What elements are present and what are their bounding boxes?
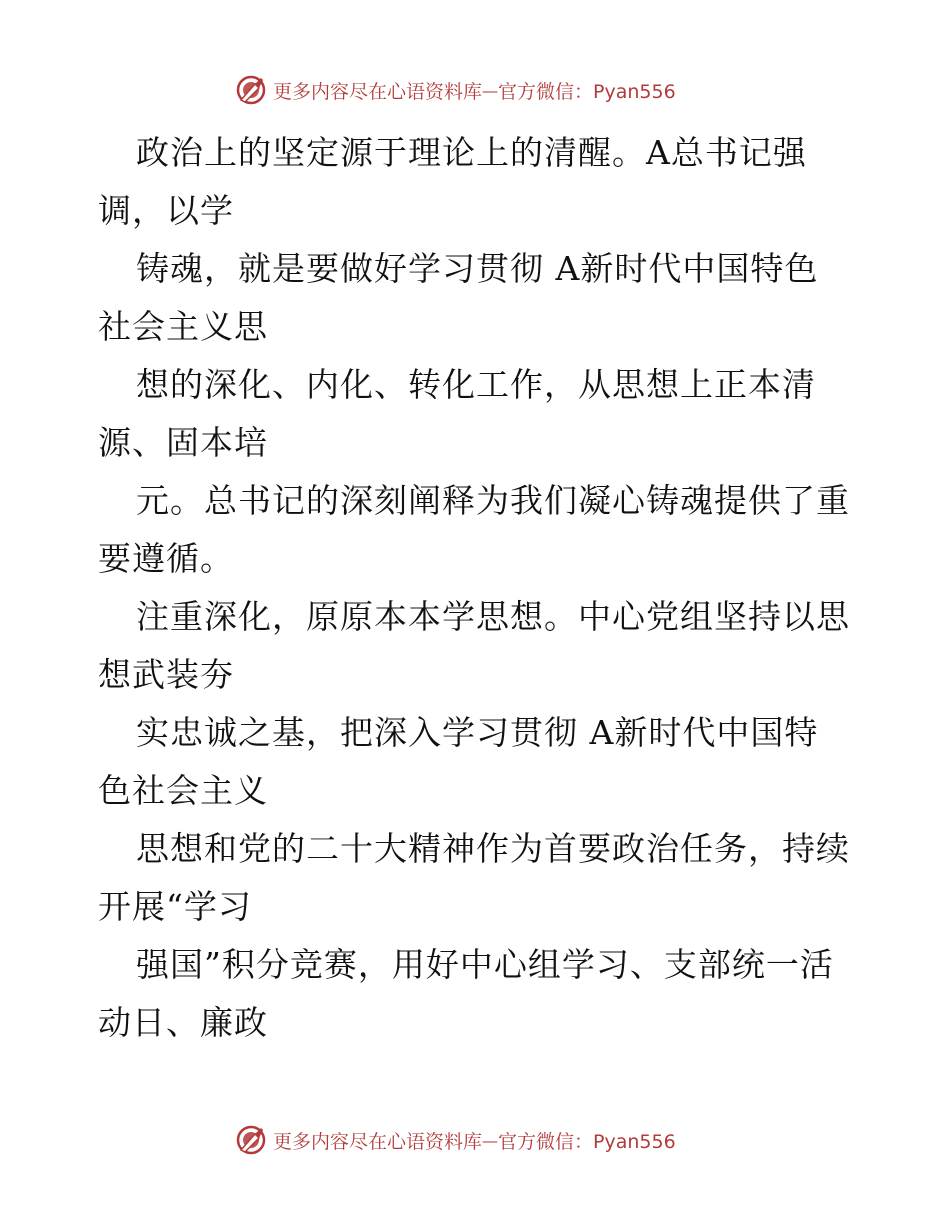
footer-watermark [235,1120,715,1160]
paragraph-continuation: 开展“学习 [98,887,252,926]
watermark-wechat-text: 官方微信：Pyan556 [498,80,676,103]
paragraph-first-line: 元。总书记的深刻阐释为我们凝心铸魂提供了重 [136,481,850,520]
paragraph-first-line: 铸魂，就是要做好学习贯彻 A新时代中国特色 [136,249,819,288]
paragraph-continuation: 动日、廉政 [98,1003,268,1042]
paragraph-continuation: 色社会主义 [98,771,268,810]
paragraph-first-line: 注重深化，原原本本学思想。中心党组坚持以思 [136,597,850,636]
watermark-wechat-text: 官方微信：Pyan556 [498,1130,676,1153]
paragraph-first-line: 实忠诚之基，把深入学习贯彻 A新时代中国特 [136,713,819,752]
paragraph [98,704,868,820]
paragraph [98,356,868,472]
paragraph-continuation: 社会主义思 [98,307,268,346]
paragraph [98,124,868,240]
paragraph [98,588,868,704]
paragraph-continuation: 要遵循。 [98,539,234,578]
watermark-separator: — [482,1130,499,1150]
paragraph-first-line: 想的深化、内化、转化工作，从思想上正本清 [136,365,816,404]
paragraph-first-line: 强国”积分竞赛，用好中心组学习、支部统一活 [136,945,834,984]
watermark-separator: — [482,80,499,100]
paragraph-first-line: 政治上的坚定源于理论上的清醒。A总书记强 [136,133,807,172]
paragraph-continuation: 调，以学 [98,191,234,230]
paragraph [98,936,868,1052]
header-watermark [235,70,715,110]
paragraph [98,820,868,936]
pen-logo-icon [235,1124,267,1156]
watermark-site-text: 更多内容尽在心语资料库 [273,1130,483,1153]
paragraph-continuation: 想武装夯 [98,655,234,694]
pen-logo-icon [235,74,267,106]
paragraph-continuation: 源、固本培 [98,423,268,462]
paragraph [98,240,868,356]
paragraph [98,472,868,588]
paragraph-first-line: 思想和党的二十大精神作为首要政治任务，持续 [136,829,850,868]
watermark-site-text: 更多内容尽在心语资料库 [273,80,483,103]
document-body [98,124,868,1052]
